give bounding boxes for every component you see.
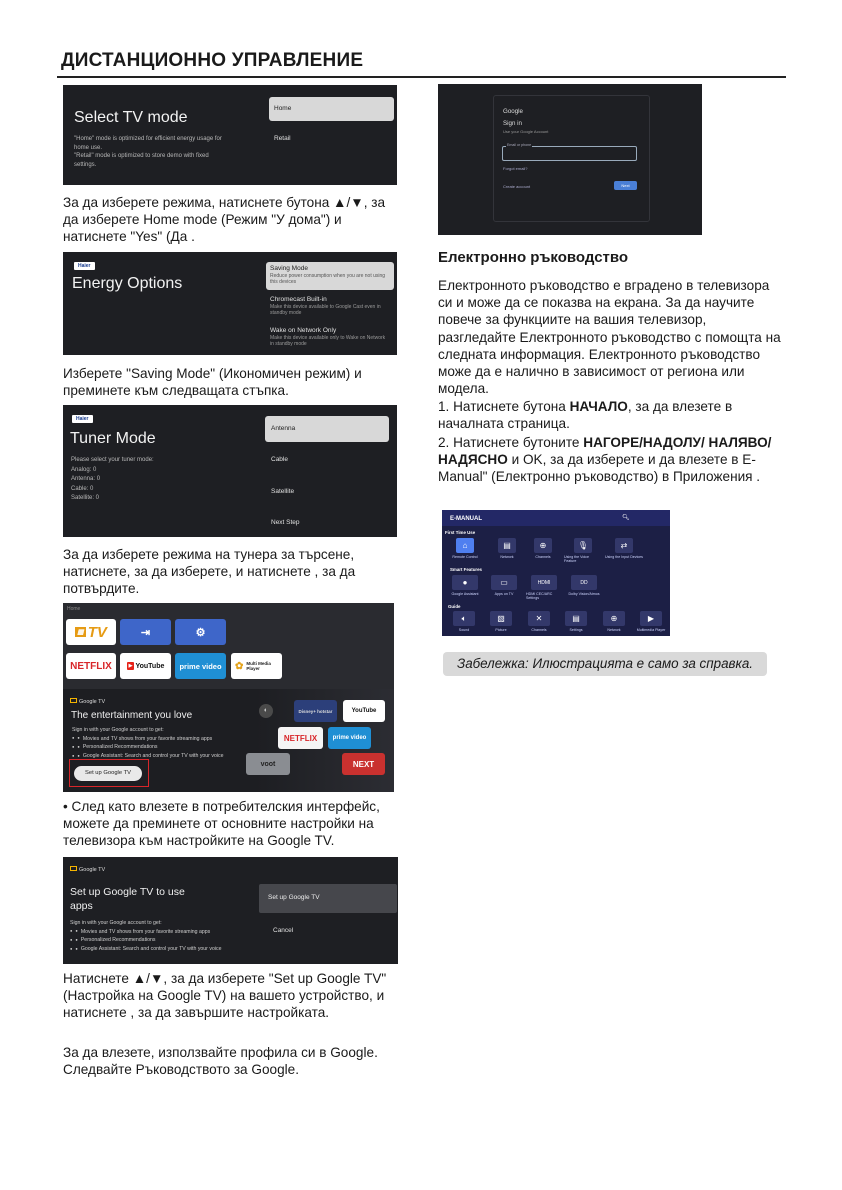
setup-google-tv-option[interactable]: Set up Google TV (259, 884, 397, 913)
emanual-screenshot (442, 510, 670, 636)
tv-mode-title: Select TV mode (74, 109, 188, 126)
tv-mode-option-home[interactable]: Home (269, 97, 394, 121)
tuner-mode-screenshot (63, 405, 397, 537)
input-source-icon[interactable]: ⇥ (120, 619, 171, 645)
paragraph-saving-mode: Изберете "Saving Mode" (Икономичен режим) и преминете към следващата стъпка. (63, 366, 362, 399)
brand-logo: Haier (72, 415, 93, 423)
video-icon: ▶ (640, 611, 662, 626)
speaker-icon: 🔈︎ (453, 611, 475, 626)
create-account-link[interactable]: Create account (503, 184, 531, 189)
tile-multimedia[interactable]: ▶ Multimedia Player (634, 611, 668, 632)
home-header: Home (67, 606, 81, 612)
tuner-option-next-step[interactable]: Next Step (271, 519, 300, 526)
microphone-icon: 🎙︎ (574, 538, 592, 553)
poster-youtube[interactable]: YouTube (343, 700, 385, 722)
google-tv-label: Google TV (70, 866, 105, 873)
tuner-mode-title: Tuner Mode (70, 430, 156, 447)
multimedia-icon: ✿ (235, 660, 244, 672)
satellite-icon: ✕ (528, 611, 550, 626)
app-tile-prime-video[interactable]: prime video (175, 653, 226, 679)
globe-icon: ⊕ (603, 611, 625, 626)
input-devices-icon: ⇄ (615, 538, 633, 553)
settings-icon: ▤ (565, 611, 587, 626)
email-field-label: Email or phone (507, 143, 532, 147)
search-icon[interactable]: 🔍︎ (622, 515, 630, 521)
signin-title: Sign in (503, 120, 522, 127)
section-first-time-use: First Time Use (445, 530, 476, 535)
home-icon: ⌂ (456, 538, 474, 553)
network-icon: ▤ (498, 538, 516, 553)
tile-remote-control[interactable]: ⌂ Remote Control (451, 538, 479, 559)
google-brand: Google (503, 108, 523, 115)
brand-logo: Haier (74, 262, 95, 270)
next-button[interactable]: Next (614, 181, 637, 190)
app-tile-multimedia-player[interactable]: ✿ Multi Media Player (231, 653, 282, 679)
dolby-icon: DD (571, 575, 597, 590)
paragraph-google-tv-intro: • След като влезете в потребителския интерфейс, можете да преминете от основните настройки на телевизора към настройките на Google TV. (63, 799, 380, 849)
email-field[interactable] (502, 146, 637, 161)
signin-subtitle: Use your Google Account (503, 129, 549, 134)
apps-icon: ▭ (491, 575, 517, 590)
picture-icon: ▧ (490, 611, 512, 626)
app-tile-tv[interactable]: ▦ TV (66, 619, 116, 645)
setup-headline: Set up Google TV to use apps (70, 886, 185, 912)
home-screenshot (63, 603, 394, 792)
cancel-option[interactable]: Cancel (273, 927, 294, 934)
poster-netflix[interactable]: NETFLIX (278, 727, 323, 749)
tuner-option-cable[interactable]: Cable (271, 456, 288, 463)
tile-settings[interactable]: ▤ Settings (560, 611, 592, 632)
poster-prime-video[interactable]: prime video (328, 727, 371, 749)
reference-note: Забележка: Илюстрацията е само за справка. (443, 652, 767, 676)
page-title: ДИСТАНЦИОННО УПРАВЛЕНИЕ (61, 50, 364, 71)
google-tv-icon (70, 698, 77, 703)
tuner-mode-description: Please select your tuner mode: Analog: 0 Antenna: 0 Cable: 0 Satellite: 0 (71, 457, 154, 501)
energy-option-wake-on-network[interactable]: Wake on Network Only Make this device available only to Wake on Network in standby mode (270, 327, 386, 347)
paragraph-setup-google-tv: Натиснете ▲/▼, за да изберете "Set up Google TV" (Настройка на Google TV) на вашето устройство, и натиснете , за да завършите настройката. (63, 971, 387, 1021)
tv-mode-screenshot (63, 85, 397, 185)
google-assistant-icon: ● (452, 575, 478, 590)
guide-step-2: 2. Натиснете бутоните НАГОРЕ/НАДОЛУ/ НАЛЯВО/НАДЯСНО и OK, за да изберете и да влезете в E-Manual" (Електронно ръководство) в Приложения . (438, 435, 772, 485)
google-tv-headline: The entertainment you love (71, 710, 193, 721)
guide-heading: Електронно ръководство (438, 249, 629, 266)
tv-mode-option-retail[interactable]: Retail (274, 135, 291, 142)
tuner-option-satellite[interactable]: Satellite (271, 488, 295, 495)
cast-icon: ◐ (259, 704, 273, 718)
tile-picture[interactable]: ▧ Picture (485, 611, 517, 632)
guide-intro: Електронното ръководство е вградено в телевизора си и може да се показва на екрана. За да научите повече за функциите на вашия телевизор, разгледайте Електронното ръководство с помощта на следната информация. Електронното ръководство може да е налично в зависимост от региона или модела. (438, 278, 781, 397)
google-tv-label: Google TV (70, 698, 105, 705)
tile-hdmi[interactable]: HDMI HDMI CEC/ARC Settings (526, 575, 562, 600)
settings-icon[interactable]: ⚙ (175, 619, 226, 645)
google-tv-icon (70, 866, 77, 871)
tv-mode-description: "Home" mode is optimized for efficient energy usage for home use. "Retail" mode is optimized to store demo with fixed settings. (74, 136, 222, 168)
setup-benefits: Sign in with your Google account to get: ● ● Movies and TV shows from your favorite streaming apps ● ● Personalized Recommendations ● ● Google Assistant: Search and control your TV with your voice (70, 919, 260, 953)
tile-channels[interactable]: ⊕ Channels (529, 538, 557, 559)
google-signin-screenshot (438, 84, 702, 235)
title-divider (57, 76, 786, 78)
poster-disney[interactable]: Disney+ hotstar (294, 700, 337, 722)
forgot-email-link[interactable]: Forgot email? (503, 166, 528, 171)
globe-icon: ⊕ (534, 538, 552, 553)
paragraph-google-signin: За да влезете, използвайте профила си в Google. Следвайте Ръководството за Google. (63, 1045, 378, 1078)
emanual-title: E-MANUAL (450, 516, 482, 522)
setup-google-tv-button[interactable]: Set up Google TV (74, 766, 142, 781)
tile-voice[interactable]: 🎙︎ Using the Voice Feature (564, 538, 602, 563)
section-guide: Guide (448, 604, 461, 609)
tile-guide-network[interactable]: ⊕ Network (598, 611, 630, 632)
setup-google-tv-screenshot (63, 857, 398, 964)
paragraph-tv-mode: За да изберете режима, натиснете бутона ▲/▼, за да изберете Home mode (Режим "У дома") и натиснете "Yes" (Да . (63, 195, 386, 245)
tile-guide-channels[interactable]: ✕ Channels (523, 611, 555, 632)
poster-voot[interactable]: voot (246, 753, 290, 775)
tile-dolby[interactable]: DD Dolby Vision/Atmos (566, 575, 602, 596)
tuner-option-antenna[interactable]: Antenna (265, 416, 389, 442)
tile-google-assistant[interactable]: ● Google Assistant (448, 575, 482, 596)
guide-step-1: 1. Натиснете бутона НАЧАЛО, за да влезете в началната страница. (438, 399, 733, 432)
tile-sound[interactable]: 🔈︎ Sound (448, 611, 480, 632)
tile-input-devices[interactable]: ⇄ Using the Input Devices (601, 538, 647, 559)
hdmi-icon: HDMI (531, 575, 557, 590)
google-tv-benefits: Sign in with your Google account to get: ● ● Movies and TV shows from your favorite streaming apps ● ● Personalized Recommendations ● ● Google Assistant: Search and control your TV with your voice (72, 726, 252, 760)
energy-options-screenshot (63, 252, 397, 355)
energy-option-saving-mode[interactable]: Saving Mode Reduce power consumption when you are not using this devices (266, 262, 394, 290)
energy-option-chromecast[interactable]: Chromecast Built-in Make this device available to Google Cast even in standby mode (270, 296, 381, 316)
app-tile-netflix[interactable]: NETFLIX (66, 653, 116, 679)
energy-options-title: Energy Options (72, 275, 183, 292)
section-smart-features: Smart Features (450, 567, 482, 572)
poster-next[interactable]: NEXT (342, 753, 385, 775)
tile-apps[interactable]: ▭ Apps on TV (489, 575, 519, 596)
paragraph-tuner: За да изберете режима на тунера за търсене, натиснете, за да изберете, и натиснете , за да потвърдите. (63, 547, 356, 597)
tile-network[interactable]: ▤ Network (493, 538, 521, 559)
app-tile-youtube[interactable]: ▶ YouTube (120, 653, 171, 679)
